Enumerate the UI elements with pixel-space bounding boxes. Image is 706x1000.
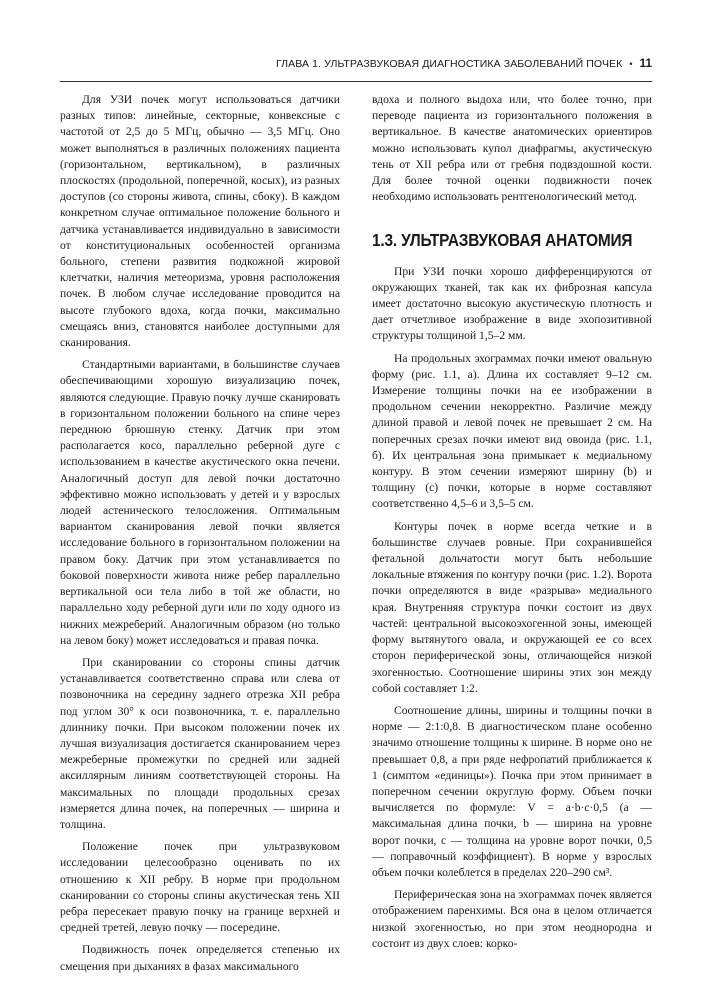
paragraph-longitudinal-echograms: На продольных эхограммах почки имеют овальную форму (рис. 1.1, а). Длина их составляет 9–12 см. Измерение толщины почки на ее изображении в продольном сечении некорректно. Различие между длиной правой и левой почек не превышает 2 см. На поперечных срезах почки имеют вид овоида (рис. 1.1, б). Их центральная зона примыкает к медиальному контуру. В этом сечении измеряют ширину (b) и толщину (c) почки, которые в норме составляют соответственно 4,5–6 и 3,5–5 см. bbox=[372, 351, 652, 511]
chapter-title: ГЛАВА 1. УЛЬТРАЗВУКОВАЯ ДИАГНОСТИКА ЗАБОЛЕВАНИЙ ПОЧЕК bbox=[275, 58, 623, 70]
paragraph-differentiation: При УЗИ почки хорошо дифференцируются от окружающих тканей, так как их фиброзная капсула имеет достаточно высокую акустическую плотность и дает отчетливое изображение в виде эхопозитивной структуры толщиной 1,5–2 мм. bbox=[372, 264, 652, 343]
paragraph-mobility-continued: вдоха и полного выдоха или, что более точно, при переводе пациента из горизонтального положения в вертикальное. В качестве анатомических ориентиров можно использовать купол диафрагмы, акустическую тень от XII ребра или от гребня подвздошной кости. Для более точной оценки подвижности почек необходимо использовать рентгенологический метод. bbox=[372, 93, 652, 204]
left-column bbox=[60, 92, 340, 981]
paragraph-back-scanning: При сканировании со стороны спины датчик устанавливается соответственно справа или слева от позвоночника на середину заднего отрезка XII ребра под углом 30° к оси позвоночника, т. е. параллельно длиннику почки. При высоком положении почек их лучшая визуализация достигается сканированием через межреберные промежутки по средней или задней аксиллярным линиям соответствующей стороны. На максимальных по площади продольных срезах измеряется длина почек, на поперечных — ширина и толщина. bbox=[60, 655, 340, 831]
paragraph-sensors: Для УЗИ почек могут использоваться датчики разных типов: линейные, секторные, конвексные с частотой от 2,5 до 5 МГц, обычно — 3,5 МГц. Оно может выполняться в различных положениях пациента (горизонтальном, вертикальном), в различных плоскостях (продольной, поперечной, косых), из разных доступов (со стороны живота, спины, сбоку). В каждом конкретном случае оптимальное положение больного и датчика устанавливается индивидуально в зависимости от конституциональных особенностей организма больного, степени развития подкожной жировой клетчатки, наличия метеоризма, уровня расположения почек. В любом случае исследование проводится на высоте глубокого вдоха, когда почки, максимально смещаясь вниз, становятся наиболее доступными для сканирования. bbox=[60, 93, 340, 350]
paragraph-ratios: Соотношение длины, ширины и толщины почки в норме — 2:1:0,8. В диагностическом плане особенно значимо отношение толщины к ширине. В норме оно не превышает 0,8, а при ряде нефропатий приближается к 1 (симптом «единицы»). Почка при этом принимает в поперечном сечении округлую форму. Объем почки вычисляется по формуле: V = a·b·c·0,5 (a — максимальная длина почки, b — ширина на уровне ворот почки, c — толщина на уровне ворот почки, 0,5 — поправочный коэффициент). В норме у взрослых объем почки колеблется в пределах 220–290 см³. bbox=[372, 703, 652, 879]
page-number: 11 bbox=[639, 58, 652, 70]
paragraph-standard-variants: Стандартными вариантами, в большинстве случаев обеспечивающими хорошую визуализацию почек, являются следующие. Правую почку лучше сканировать в горизонтальном положении больного на спине через переднюю брюшную стенку. Датчик при этом располагается косо, параллельно реберной дуге с использованием в качестве акустического окна печени. Аналогичный доступ для левой почки достаточно эффективно можно использовать у детей и у взрослых людей астенического телосложения. Оптимальным вариантом сканирования левой почки является исследование больного в горизонтальном положении на правом боку. Датчик при этом устанавливается по боковой поверхности живота ниже ребер параллельно вертикальной оси тела либо в той же области, но параллельно ходу реберной дуги или по ходу одного из нижних межреберий. Аналогичным образом (но только на левом боку) может исследоваться и правая почка. bbox=[60, 358, 340, 647]
header-bullet: • bbox=[629, 59, 633, 69]
paragraph-peripheral-zone: Периферическая зона на эхограммах почек является отображением паренхимы. Вся она в целом отличается низкой эхогенностью, но при этом неоднородна и состоит из двух слоев: корко- bbox=[372, 888, 652, 950]
paragraph-kidney-position: Положение почек при ультразвуковом исследовании целесообразно оценивать по их отношению к XII ребру. В норме при продольном сканировании со стороны спины акустическая тень XII ребра пересекает правую почку на границе верхней и средней третей, левую почку — посередине. bbox=[60, 840, 340, 935]
header-rule bbox=[60, 81, 652, 82]
paragraph-mobility: Подвижность почек определяется степенью их смещения при дыханиях в фазах максимального bbox=[60, 943, 340, 973]
paragraph-contours: Контуры почек в норме всегда четкие и в большинстве случаев ровные. При сохранившейся фетальной дольчатости могут быть небольшие локальные втяжения по контуру почки (рис. 1.2). Ворота почки определяются в виде «разрыва» медиального края. Внутренняя структура почки состоит из двух частей: центральной высокоэхогенной зоны, имеющей форму вытянутого овала, и окружающей ее со всех сторон периферической зоны, отличающейся низкой эхогенностью. Соотношение ширины этих зон между собой составляет 1:2. bbox=[372, 519, 653, 695]
right-column bbox=[372, 92, 652, 958]
section-heading: 1.3. УЛЬТРАЗВУКОВАЯ АНАТОМИЯ bbox=[372, 230, 633, 251]
running-header bbox=[60, 58, 652, 70]
